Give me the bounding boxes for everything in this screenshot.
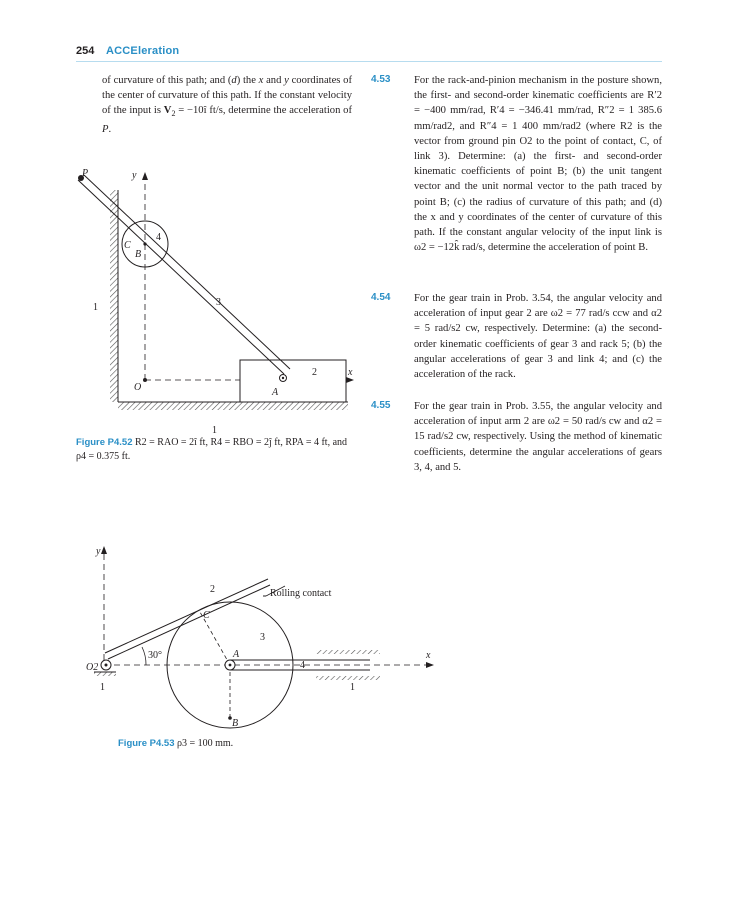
problem-number-455: 4.55 [371,400,391,411]
ground-wall [110,190,118,402]
problem-number-453: 4.53 [371,74,391,85]
problem-452-continuation: of curvature of this path; and (d) the x and y coordinates of the center of curvature of this path. If the constant velocity of the input is $V_2$ = −10î ft/s, determine the acceleration of P. [102,75,352,135]
label-a: A [272,387,279,398]
label-x: x [348,367,353,378]
label-x-453: x [426,650,431,661]
link-3 [78,180,284,374]
label-3-453: 3 [260,632,265,643]
figure-p453-caption: Figure P4.53 ρ3 = 100 mm. [118,738,234,749]
label-b-453: B [232,718,239,729]
section-title: ACCEleration [106,45,180,57]
figure-p453 [80,540,440,750]
label-o2: O2 [86,662,99,673]
slider-block-2 [240,360,346,402]
page-number: 254 [76,45,95,57]
problem-number-454: 4.54 [371,292,391,303]
label-c-453: C [203,610,210,621]
label-a-453: A [233,649,240,660]
label-b: B [135,249,142,260]
arm-2 [108,585,270,659]
label-4: 4 [156,232,161,243]
label-3: 3 [216,297,221,308]
problem-454-text: For the gear train in Prob. 3.54, the angular velocity and acceleration of input gear 2 are ω2 = 77 rad/s ccw and α2 = 5 rad/s2 cw, respectively. Determine: (a) the second-order kinematic coefficients of gear 3 and rack 5; (b) the angular accelerations of gear 3 and link 4; and (c) the acceleration of the rack. [414,293,662,381]
label-o: O [134,382,142,393]
label-y-453: y [96,546,101,557]
label-y: y [132,170,137,181]
label-1-left-453: 1 [100,682,105,693]
ground-floor [118,402,348,410]
label-2: 2 [312,367,317,378]
label-c: C [124,240,131,251]
figure-p452-caption: Figure P4.52 R2 = RAO = 2î ft, R4 = RBO = 2ĵ ft, RPA = 4 ft, and ρ4 = 0.375 ft. [76,437,348,462]
label-30deg: 30° [148,650,162,661]
problem-453-text: For the rack-and-pinion mechanism in the posture shown, the first- and second-order kinematic coefficients are R′2 = −400 mm/rad, R′4 = −346.41 mm/rad, R″2 = 1 385.6 mm/rad2, and R″4 = 1 400 mm/rad2 (where R2 is the vector from ground pin O2 to the point of contact, C, of link 3). Determine: (a) the first- and second-order kinematic coefficients of point B; (b) the unit tangent vector and the unit normal vector to the path traced by point B; (c) the radius of curvature of this path; and (d) the x and y coordinates of the center of curvature of this path. If the constant angular velocity of the input link is ω2 = −12k̂ rad/s, determine the acceleration of point B. [414,75,662,254]
problem-455-text: For the gear train in Prob. 3.55, the angular velocity and acceleration of input arm 2 are ω2 = 50 rad/s cw and α2 = 15 rad/s2 cw, respectively. Using the method of kinematic coefficients, determine the angular accelerations of gears 3, 4, and 5. [414,401,662,473]
label-p: P [82,168,89,179]
label-1-floor: 1 [212,425,217,436]
label-4-453: 4 [300,660,305,671]
figure-p452 [60,160,360,440]
label-rolling-contact: Rolling contact [270,588,332,599]
label-1-right-453: 1 [350,682,355,693]
label-1-wall: 1 [93,302,98,313]
label-2-453: 2 [210,584,215,595]
header-rule [76,61,662,62]
